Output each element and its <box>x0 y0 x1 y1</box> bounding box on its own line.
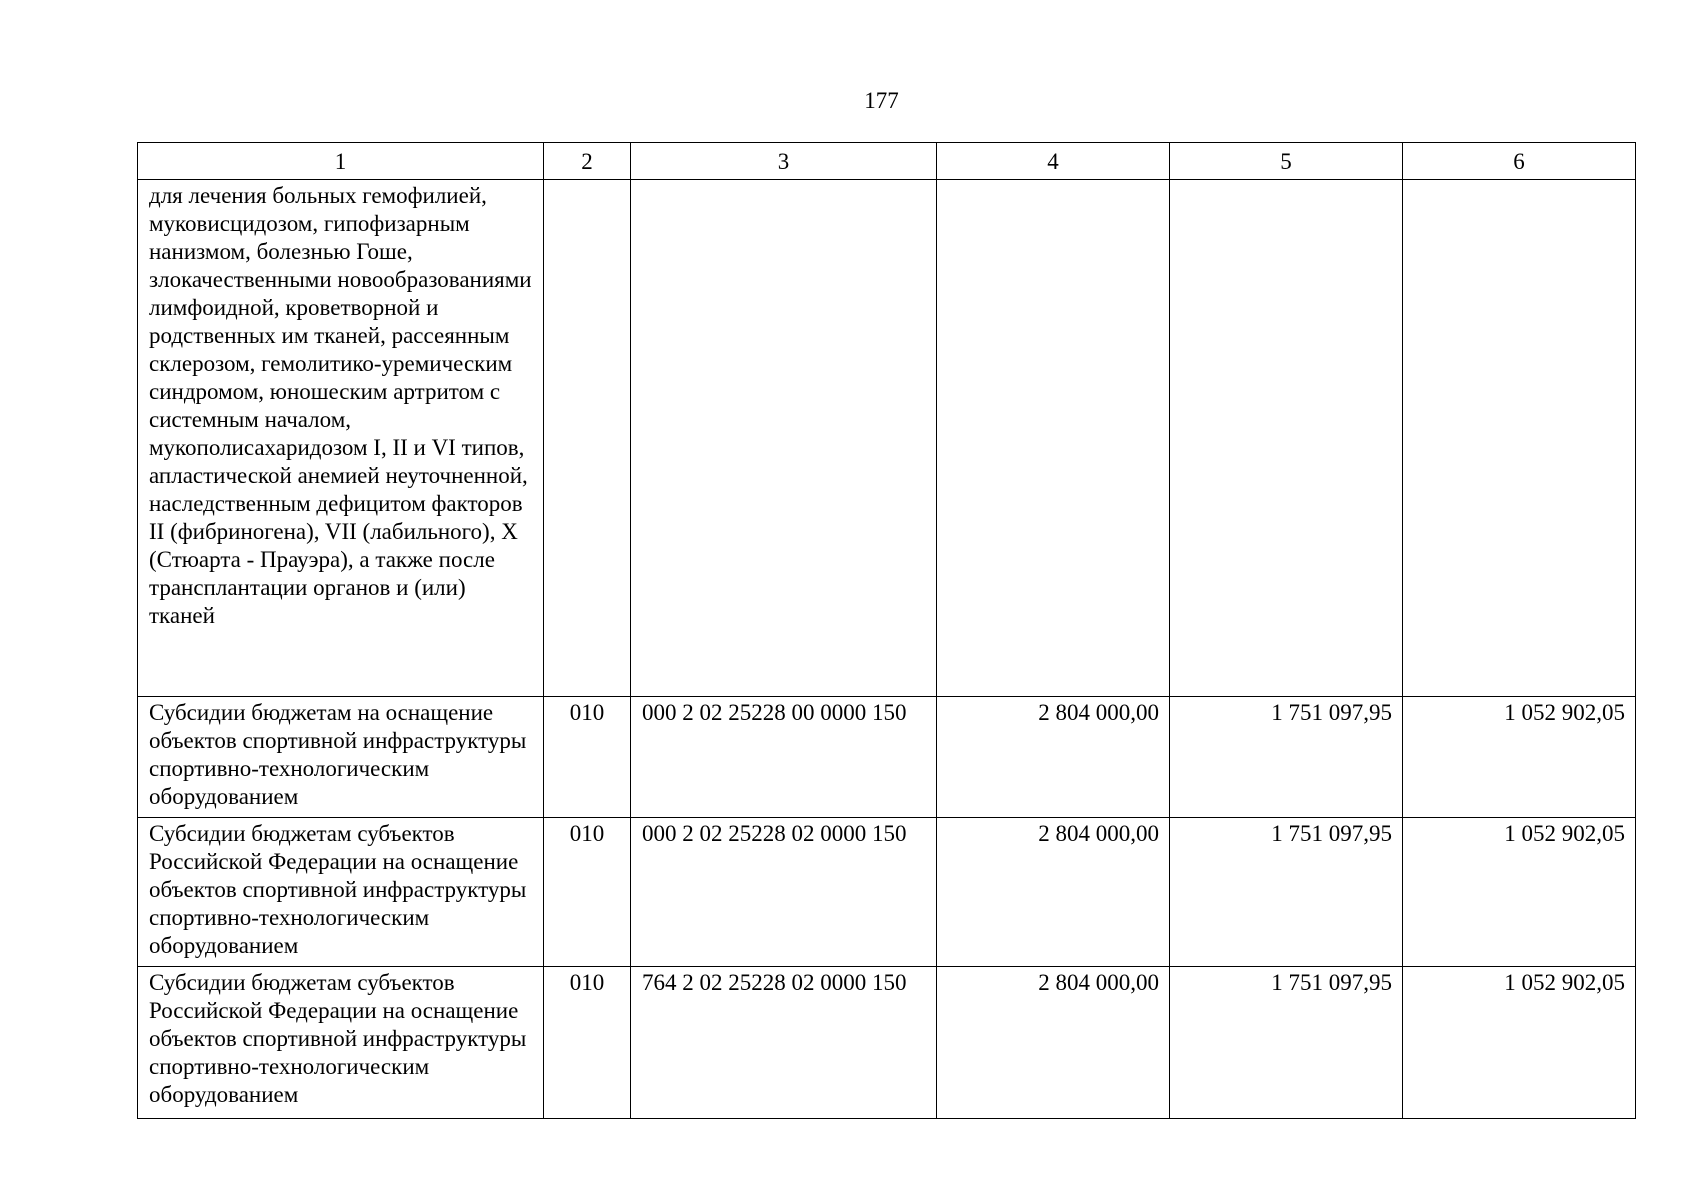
row-code-cell: 010 <box>544 967 631 1119</box>
row-approved-cell <box>937 180 1170 697</box>
row-code-cell: 010 <box>544 697 631 818</box>
row-unexecuted-cell: 1 052 902,05 <box>1403 818 1636 967</box>
row-name-cell: Субсидии бюджетам на оснащение объектов спортивной инфраструктуры спортивно-технологическим оборудованием <box>138 697 544 818</box>
row-unexecuted-cell: 1 052 902,05 <box>1403 967 1636 1119</box>
header-cell-4: 4 <box>937 143 1170 180</box>
row-unexecuted-cell <box>1403 180 1636 697</box>
header-cell-1: 1 <box>138 143 544 180</box>
row-code-cell: 010 <box>544 818 631 967</box>
row-approved-cell: 2 804 000,00 <box>937 967 1170 1119</box>
header-cell-6: 6 <box>1403 143 1636 180</box>
row-executed-cell: 1 751 097,95 <box>1170 697 1403 818</box>
row-executed-cell: 1 751 097,95 <box>1170 967 1403 1119</box>
header-cell-2: 2 <box>544 143 631 180</box>
row-approved-cell: 2 804 000,00 <box>937 697 1170 818</box>
row-kbk-cell: 764 2 02 25228 02 0000 150 <box>631 967 937 1119</box>
header-cell-5: 5 <box>1170 143 1403 180</box>
row-executed-cell <box>1170 180 1403 697</box>
row-kbk-cell <box>631 180 937 697</box>
row-code-cell <box>544 180 631 697</box>
table-row <box>138 697 1636 818</box>
page-number: 177 <box>864 88 899 113</box>
row-kbk-cell: 000 2 02 25228 02 0000 150 <box>631 818 937 967</box>
row-name-cell: Субсидии бюджетам субъектов Российской Федерации на оснащение объектов спортивной инфраструктуры спортивно-технологическим оборудованием <box>138 818 544 967</box>
row-executed-cell: 1 751 097,95 <box>1170 818 1403 967</box>
header-row <box>138 143 1636 180</box>
table-row <box>138 818 1636 967</box>
header-cell-3: 3 <box>631 143 937 180</box>
row-approved-cell: 2 804 000,00 <box>937 818 1170 967</box>
budget-table <box>137 142 1636 1119</box>
row-name-cell: Субсидии бюджетам субъектов Российской Федерации на оснащение объектов спортивной инфраструктуры спортивно-технологическим оборудованием <box>138 967 544 1119</box>
row-kbk-cell: 000 2 02 25228 00 0000 150 <box>631 697 937 818</box>
row-name-cell: для лечения больных гемофилией, муковисцидозом, гипофизарным нанизмом, болезнью Гоше, злокачественными новообразованиями лимфоидной, кроветворной и родственных им тканей, рассеянным склерозом, гемолитико-уремическим синдромом, юношеским артритом с системным началом, мукополисахаридозом I, II и VI типов, апластической анемией неуточненной, наследственным дефицитом факторов II (фибриногена), VII (лабильного), X (Стюарта - Прауэра), а также после трансплантации органов и (или) тканей <box>138 180 544 697</box>
row-unexecuted-cell: 1 052 902,05 <box>1403 697 1636 818</box>
table-row <box>138 967 1636 1119</box>
table-row <box>138 180 1636 697</box>
